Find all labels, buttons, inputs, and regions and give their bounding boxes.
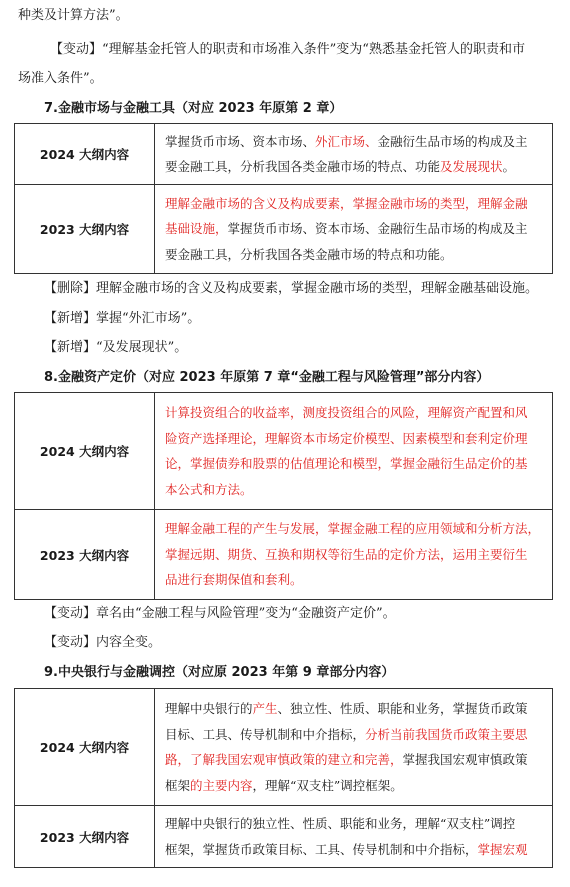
add-note: 【新增】“及发展现状”。 xyxy=(44,340,188,355)
comparison-table-9 xyxy=(14,688,553,868)
add-note: 【新增】掌握“外汇市场”。 xyxy=(44,311,201,326)
section-heading-8: 8.金融资产定价（对应 2023 年原第 7 章“金融工程与风险管理”部分内容） xyxy=(44,370,490,385)
change-note: 【变动】内容全变。 xyxy=(44,635,162,650)
row-content-2023: 理解中央银行的独立性、性质、职能和业务，理解“双支柱”调控 框架，掌握货币政策目标、工具、传导机制和中介指标，掌握宏观 xyxy=(155,806,553,868)
row-content-2024: 计算投资组合的收益率，测度投资组合的风险，理解资产配置和风 险资产选择理论，理解资本市场定价模型、因素模型和套利定价理 论，掌握债券和股票的估值理论和模型，掌握金融衍生品定价的基 本公式和方法。 xyxy=(155,393,553,510)
row-label-2024: 2024 大纲内容 xyxy=(15,124,155,185)
change-note: 【变动】“理解基金托管人的职责和市场准入条件”变为“熟悉基金托管人的职责和市 xyxy=(50,42,525,57)
row-label-2023: 2023 大纲内容 xyxy=(15,806,155,868)
row-label-2023: 2023 大纲内容 xyxy=(15,510,155,600)
paragraph-line: 种类及计算方法”。 xyxy=(18,8,129,23)
delete-note: 【删除】理解金融市场的含义及构成要素，掌握金融市场的类型，理解金融基础设施。 xyxy=(44,281,539,296)
section-heading-9: 9.中央银行与金融调控（对应原 2023 年第 9 章部分内容） xyxy=(44,665,395,680)
row-label-2023: 2023 大纲内容 xyxy=(15,185,155,274)
row-label-2024: 2024 大纲内容 xyxy=(15,689,155,806)
row-content-2024: 掌握货币市场、资本市场、外汇市场、金融衍生品市场的构成及主 要金融工具，分析我国各类金融市场的特点、功能及发展现状。 xyxy=(155,124,553,185)
row-content-2023: 理解金融市场的含义及构成要素，掌握金融市场的类型，理解金融 基础设施，掌握货币市场、资本市场、金融衍生品市场的构成及主 要金融工具，分析我国各类金融市场的特点和功能。 xyxy=(155,185,553,274)
change-note: 【变动】章名由“金融工程与风险管理”变为“金融资产定价”。 xyxy=(44,606,396,621)
row-content-2023: 理解金融工程的产生与发展，掌握金融工程的应用领域和分析方法， 掌握远期、期货、互换和期权等衍生品的定价方法，运用主要衍生 品进行套期保值和套利。 xyxy=(155,510,553,600)
comparison-table-8 xyxy=(14,392,553,600)
row-label-2024: 2024 大纲内容 xyxy=(15,393,155,510)
change-note-continuation: 场准入条件”。 xyxy=(18,71,103,86)
section-heading-7: 7.金融市场与金融工具（对应 2023 年原第 2 章） xyxy=(44,101,343,116)
comparison-table-7 xyxy=(14,123,553,274)
row-content-2024: 理解中央银行的产生、独立性、性质、职能和业务，掌握货币政策 目标、工具、传导机制和中介指标，分析当前我国货币政策主要思 路，了解我国宏观审慎政策的建立和完善，掌握我国宏观审慎政策 框架的主要内容，理解“双支柱”调控框架。 xyxy=(155,689,553,806)
